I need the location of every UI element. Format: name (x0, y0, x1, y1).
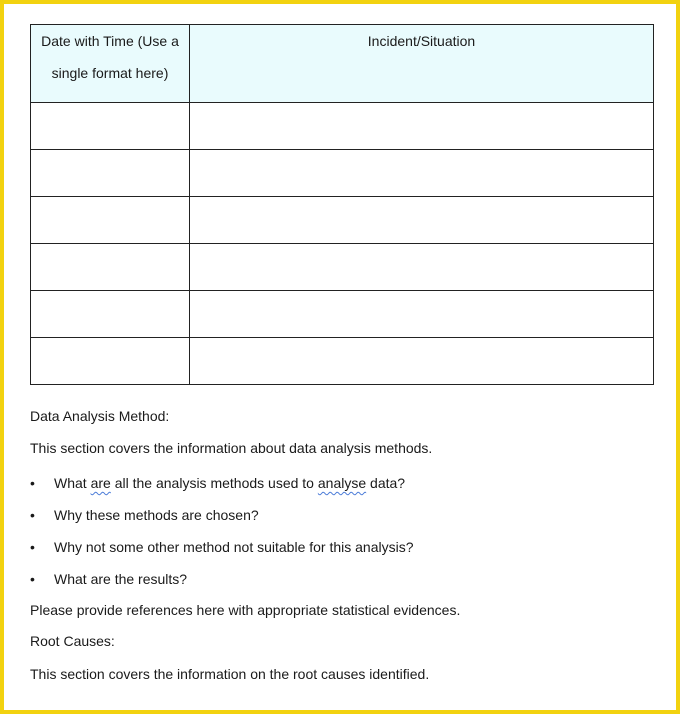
question-text: What are all the analysis methods used to analyse data? (54, 475, 406, 491)
root-causes-heading: Root Causes: (30, 633, 115, 649)
date-cell[interactable] (31, 197, 190, 244)
table-row (31, 291, 654, 338)
bullet-marker: • (30, 539, 35, 555)
incident-cell[interactable] (190, 150, 654, 197)
incident-cell[interactable] (190, 244, 654, 291)
list-item (30, 571, 187, 587)
date-time-column-header: Date with Time (Use a single format here) (31, 25, 190, 103)
list-item (30, 507, 259, 523)
bullet-marker: • (30, 507, 35, 523)
date-cell[interactable] (31, 244, 190, 291)
question-text: Why these methods are chosen? (54, 507, 259, 523)
date-cell[interactable] (31, 103, 190, 150)
incident-cell[interactable] (190, 338, 654, 385)
incident-cell[interactable] (190, 291, 654, 338)
date-cell[interactable] (31, 338, 190, 385)
list-item (30, 475, 405, 491)
date-cell[interactable] (31, 150, 190, 197)
data-analysis-heading: Data Analysis Method: (30, 408, 170, 424)
table-row (31, 103, 654, 150)
table-row (31, 244, 654, 291)
data-analysis-intro: This section covers the information about data analysis methods. (30, 440, 433, 456)
table-row (31, 338, 654, 385)
table-row (31, 197, 654, 244)
question-text: Why not some other method not suitable for this analysis? (54, 539, 414, 555)
incident-cell[interactable] (190, 197, 654, 244)
incident-cell[interactable] (190, 103, 654, 150)
table-header-row (31, 25, 654, 103)
incident-log-table (30, 24, 654, 385)
references-note: Please provide references here with appropriate statistical evidences. (30, 602, 461, 618)
table-row (31, 150, 654, 197)
question-text: What are the results? (54, 571, 188, 587)
bullet-marker: • (30, 475, 35, 491)
bullet-marker: • (30, 571, 35, 587)
root-causes-intro: This section covers the information on the root causes identified. (30, 666, 430, 682)
list-item (30, 539, 414, 555)
incident-column-header: Incident/Situation (190, 25, 654, 103)
date-cell[interactable] (31, 291, 190, 338)
